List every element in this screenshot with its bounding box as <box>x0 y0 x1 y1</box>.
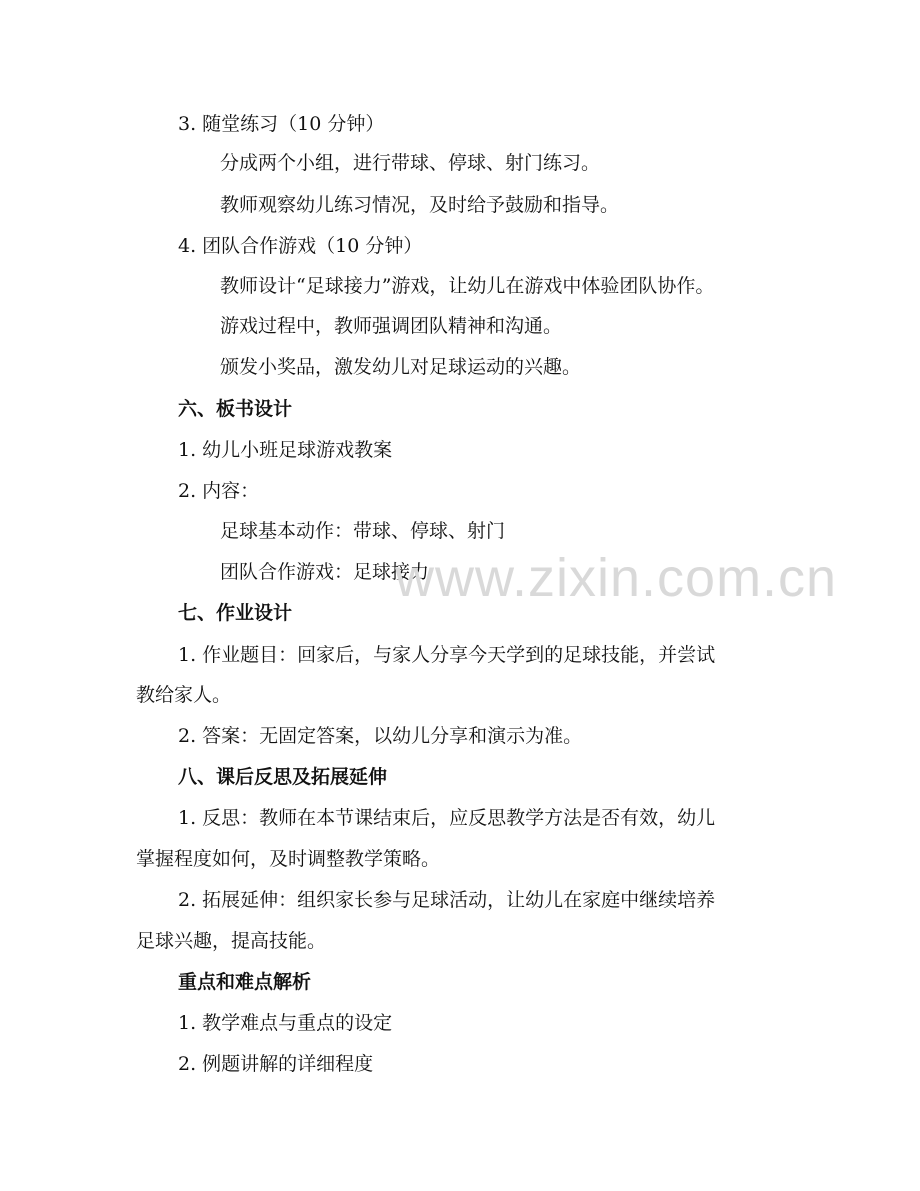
list-item: 2. 内容： <box>178 480 260 502</box>
list-item: 2. 拓展延伸：组织家长参与足球活动，让幼儿在家庭中继续培养 <box>178 889 716 911</box>
list-item: 1. 反思：教师在本节课结束后，应反思教学方法是否有效，幼儿 <box>178 807 716 829</box>
paragraph-line: 足球基本动作：带球、停球、射门 <box>220 520 506 542</box>
list-item-practice: 3. 随堂练习（10 分钟） <box>178 113 385 135</box>
paragraph-line: 掌握程度如何，及时调整教学策略。 <box>136 848 441 870</box>
list-item: 1. 作业题目：回家后，与家人分享今天学到的足球技能，并尝试 <box>178 644 716 666</box>
list-item: 1. 幼儿小班足球游戏教案 <box>178 439 393 461</box>
paragraph-line: 游戏过程中，教师强调团队精神和沟通。 <box>220 315 563 337</box>
paragraph-line: 分成两个小组，进行带球、停球、射门练习。 <box>220 152 601 174</box>
section-heading: 七、作业设计 <box>178 602 293 624</box>
paragraph-line: 颁发小奖品，激发幼儿对足球运动的兴趣。 <box>220 356 582 378</box>
paragraph-line: 教给家人。 <box>136 684 232 706</box>
paragraph-line: 足球兴趣，提高技能。 <box>136 930 327 952</box>
list-item: 1. 教学难点与重点的设定 <box>178 1012 393 1034</box>
section-heading: 六、板书设计 <box>178 398 293 420</box>
paragraph-line: 教师设计“足球接力”游戏，让幼儿在游戏中体验团队协作。 <box>220 275 715 297</box>
list-item: 2. 答案：无固定答案，以幼儿分享和演示为准。 <box>178 725 583 747</box>
paragraph-line: 团队合作游戏：足球接力 <box>220 561 430 583</box>
paragraph-line: 教师观察幼儿练习情况，及时给予鼓励和指导。 <box>220 194 620 216</box>
watermark: www.zixin.com.cn <box>395 548 838 608</box>
section-heading: 重点和难点解析 <box>178 971 312 993</box>
list-item-team-game: 4. 团队合作游戏（10 分钟） <box>178 235 423 257</box>
section-heading: 八、课后反思及拓展延伸 <box>178 766 388 788</box>
list-item: 2. 例题讲解的详细程度 <box>178 1053 374 1075</box>
